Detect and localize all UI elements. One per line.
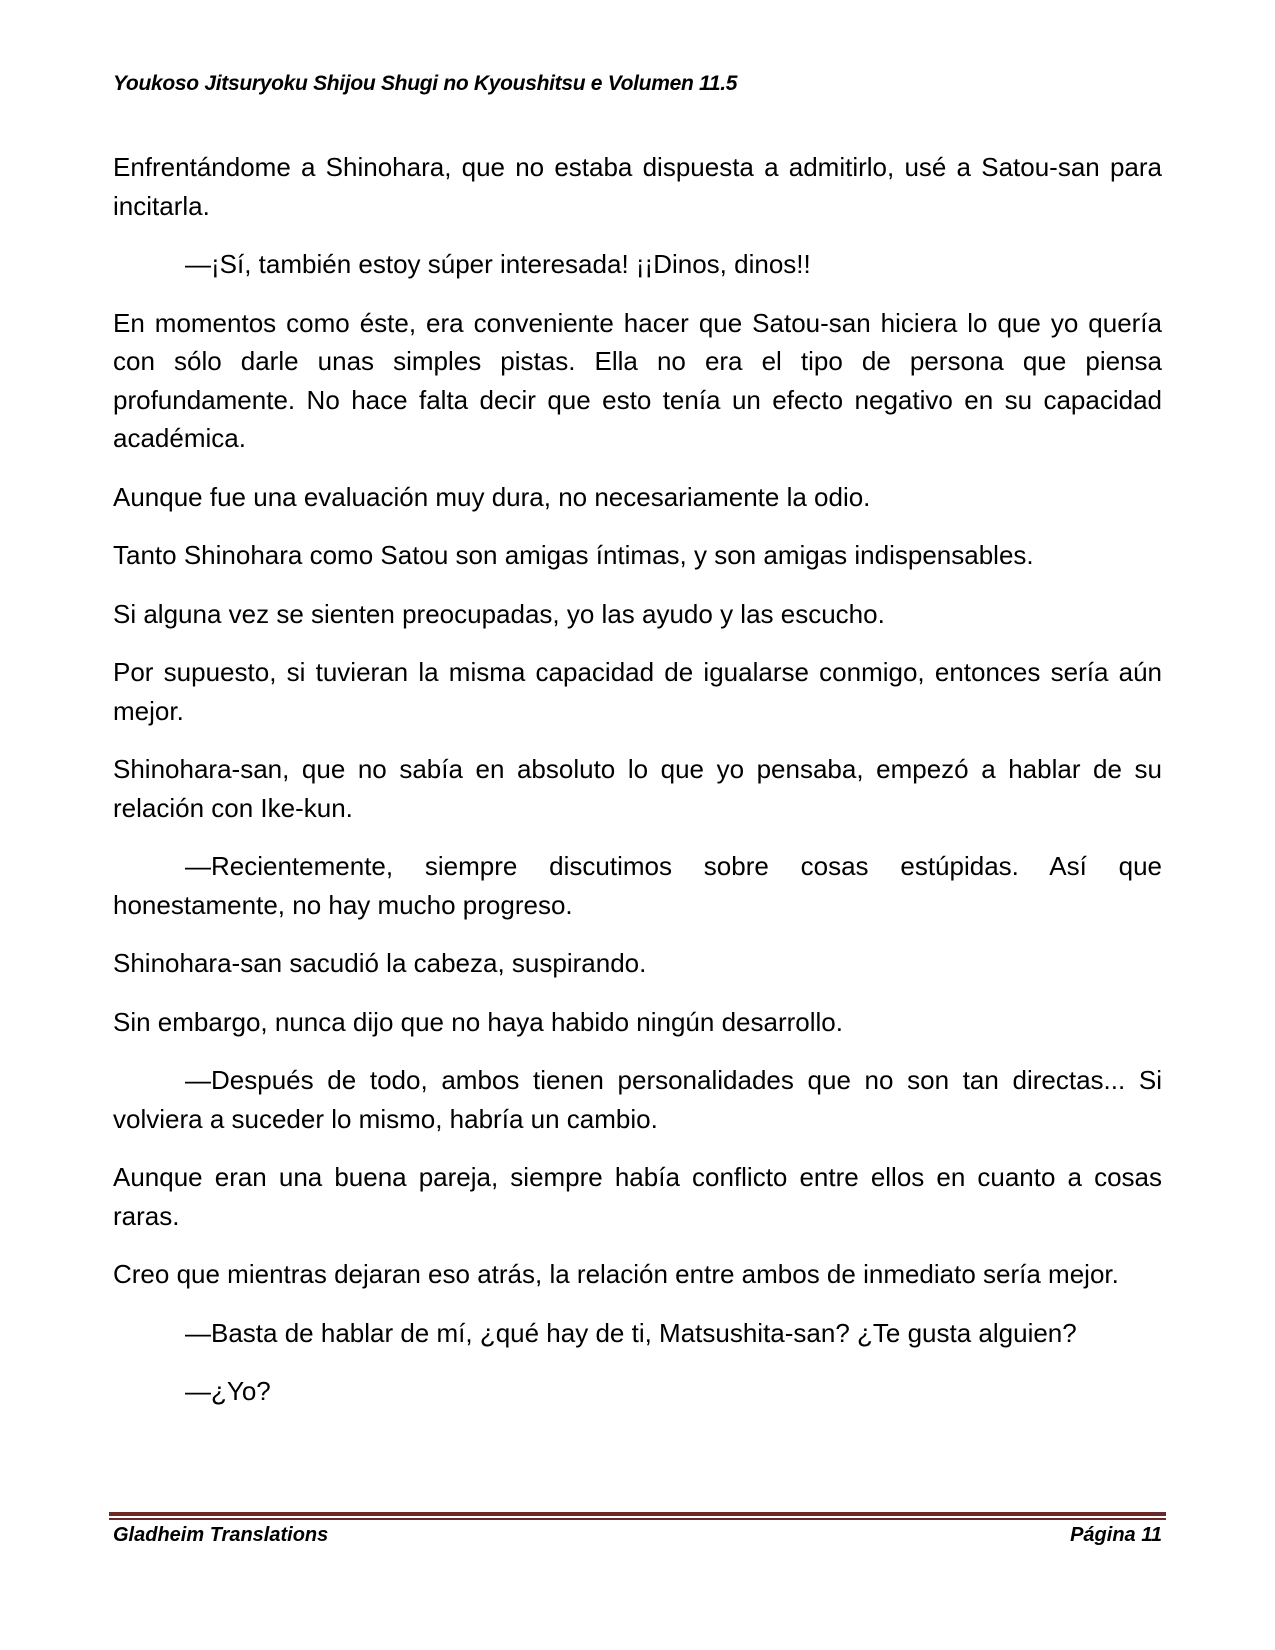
dialogue-paragraph: —Basta de hablar de mí, ¿qué hay de ti, Matsushita-san? ¿Te gusta alguien? xyxy=(185,1317,1077,1348)
paragraph: Creo que mientras dejaran eso atrás, la relación entre ambos de inmediato sería mejor. xyxy=(113,1259,1119,1289)
body-text xyxy=(113,148,1162,1431)
paragraph: Enfrentándome a Shinohara, que no estaba dispuesta a admitirlo, usé a Satou-san para incitarla. xyxy=(113,152,1162,221)
dialogue-paragraph: —¡Sí, también estoy súper interesada! ¡¡Dinos, dinos!! xyxy=(185,249,811,279)
paragraph: Aunque fue una evaluación muy dura, no necesariamente la odio. xyxy=(113,481,871,512)
paragraph: En momentos como éste, era conveniente hacer que Satou-san hiciera lo que yo quería con sólo darle unas simples pistas. Ella no era el tipo de persona que piensa profundamente. No hace falta decir que esto tenía un efecto negativo en su capacidad académica. xyxy=(113,307,1162,453)
dialogue-paragraph: —¿Yo? xyxy=(185,1376,271,1406)
footer-page-number: Página 11 xyxy=(1070,1524,1162,1546)
dialogue-paragraph: —Después de todo, ambos tienen personalidades que no son tan directas... Si volviera a suceder lo mismo, habría un cambio. xyxy=(113,1065,1162,1134)
footer-divider-thick xyxy=(109,1512,1166,1516)
dialogue-paragraph: —Recientemente, siempre discutimos sobre cosas estúpidas. Así que honestamente, no hay mucho progreso. xyxy=(113,851,1162,920)
paragraph: Shinohara-san, que no sabía en absoluto lo que yo pensaba, empezó a hablar de su relación con Ike-kun. xyxy=(113,754,1162,823)
paragraph: Aunque eran una buena pareja, siempre había conflicto entre ellos en cuanto a cosas raras. xyxy=(113,1162,1162,1231)
page-header-title: Youkoso Jitsuryoku Shijou Shugi no Kyoushitsu e Volumen 11.5 xyxy=(113,72,738,95)
footer-divider-thin xyxy=(109,1518,1166,1520)
footer-divider xyxy=(109,1512,1166,1520)
paragraph: Shinohara-san sacudió la cabeza, suspirando. xyxy=(113,948,647,978)
paragraph: Sin embargo, nunca dijo que no haya habido ningún desarrollo. xyxy=(113,1006,843,1037)
footer-translator: Gladheim Translations xyxy=(113,1524,329,1546)
paragraph: Tanto Shinohara como Satou son amigas íntimas, y son amigas indispensables. xyxy=(113,540,1034,570)
paragraph: Por supuesto, si tuvieran la misma capacidad de igualarse conmigo, entonces sería aún mejor. xyxy=(113,657,1162,726)
paragraph: Si alguna vez se sienten preocupadas, yo las ayudo y las escucho. xyxy=(113,598,885,629)
